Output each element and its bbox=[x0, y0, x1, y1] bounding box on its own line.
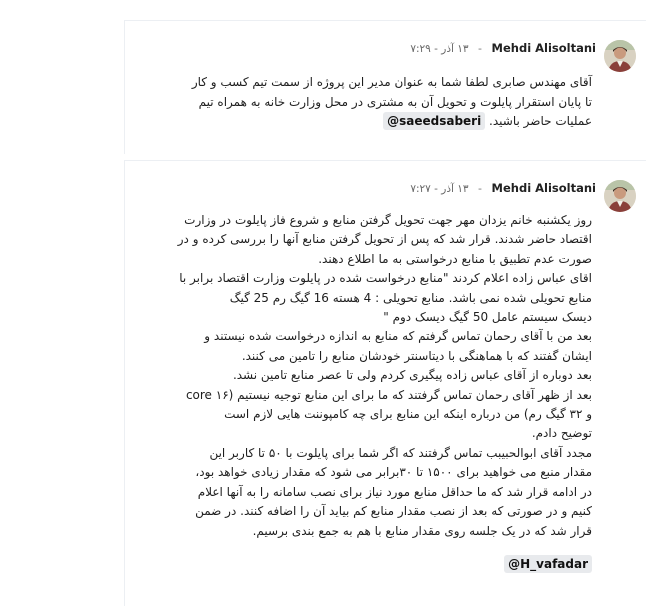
message-line: مقدار منبع می خواهید برای ۱۵۰۰ تا ۳۰برابر می شود که مقدار زیادی خواهد بود، bbox=[195, 465, 592, 480]
message-line: روز یکشنبه خانم یزدان مهر جهت تحویل گرفتن منابع و شروع فاز پایلوت در وزارت bbox=[184, 213, 592, 227]
avatar-photo-icon bbox=[604, 180, 636, 212]
message-line: قرار شد که در یک جلسه روی مقدار منابع با هم به جمع بندی برسیم. bbox=[252, 523, 592, 538]
meta-separator: - bbox=[478, 42, 483, 55]
message-line: منابع تحویلی شده نمی باشد. منابع تحویلی : 4 هسته 16 گیگ رم 25 گیگ bbox=[229, 290, 592, 305]
message-time: ۱۳ آذر - ۷:۲۷ bbox=[410, 183, 469, 195]
message-line: بعد از ظهر آقای رحمان تماس گرفتند که ما برای این منابع توجیه نیستیم (۱۶ core bbox=[185, 387, 592, 402]
mention-tag[interactable]: @H_vafadar bbox=[504, 555, 592, 573]
mention-tag[interactable]: @saeedsaberi bbox=[383, 112, 485, 130]
message-card bbox=[124, 160, 646, 606]
message-line: بعد دوباره از آقای عباس زاده پیگیری کردم ولی تا عصر منابع تامین نشد. bbox=[232, 368, 592, 383]
meta-separator: - bbox=[478, 182, 483, 195]
message-header bbox=[125, 161, 646, 213]
avatar[interactable] bbox=[604, 180, 636, 212]
message-meta bbox=[410, 180, 596, 197]
message-line: کنیم و در صورتی که بعد از نصب مقدار منابع کم بیاید آن را اضافه کنند. در ضمن bbox=[195, 504, 592, 519]
message-line-text: عملیات حاضر باشید. bbox=[489, 114, 592, 129]
message-line: و ۳۲ گیگ رم) من درباره اینکه این منابع برای چه کامپوننت هایی لازم است bbox=[224, 407, 592, 422]
message-line bbox=[141, 112, 592, 132]
message-line: توضیح دادم. bbox=[531, 426, 592, 441]
message-line: دیسک سیستم عامل 50 گیگ دیسک دوم " bbox=[383, 310, 592, 325]
spacer bbox=[141, 541, 592, 555]
author-name[interactable]: Mehdi Alisoltani bbox=[491, 181, 596, 195]
message-line: در ادامه قرار شد که ما حداقل منابع مورد نیاز برای نصب سامانه را به آنها اعلام bbox=[197, 484, 592, 499]
message-body bbox=[141, 73, 592, 132]
author-name[interactable]: Mehdi Alisoltani bbox=[491, 41, 596, 55]
message-line: تا پایان استقرار پایلوت و تحویل آن به مشتری در محل وزارت خانه به همراه تیم bbox=[198, 94, 592, 109]
avatar-photo-icon bbox=[604, 40, 636, 72]
message-line: ایشان گفتند که با هماهنگی با دیتاسنتر خودشان منابع را تامین می کنند. bbox=[241, 348, 592, 363]
message-line: صورت عدم تطبیق با منابع درخواستی به ما اطلاع دهند. bbox=[318, 251, 592, 266]
message-body bbox=[141, 211, 592, 574]
message-line bbox=[141, 555, 592, 574]
avatar[interactable] bbox=[604, 40, 636, 72]
message-line: اقتصاد حاضر شدند. قرار شد که پس از تحویل گرفتن منابع آنها را بررسی کرده و در bbox=[177, 232, 592, 247]
message-line: آقای مهندس صابری لطفا شما به عنوان مدیر این پروژه از سمت تیم کسب و کار bbox=[191, 75, 592, 89]
message-header bbox=[125, 21, 646, 73]
message-line: بعد من با آقای رحمان تماس گرفتم که منابع به اندازه درخواست شده نیستند و bbox=[204, 329, 592, 344]
message-meta bbox=[410, 40, 596, 57]
message-line: اقای عباس زاده اعلام کردند "منابع درخواست شده در پایلوت وزارت اقتصاد برابر با bbox=[179, 271, 592, 286]
message-line: مجدد آقای ابوالحبیبب تماس گرفتند که اگر شما برای پایلوت با ۵۰ تا کاربر این bbox=[209, 445, 592, 460]
message-time: ۱۳ آذر - ۷:۲۹ bbox=[410, 43, 469, 55]
message-card bbox=[124, 20, 646, 154]
